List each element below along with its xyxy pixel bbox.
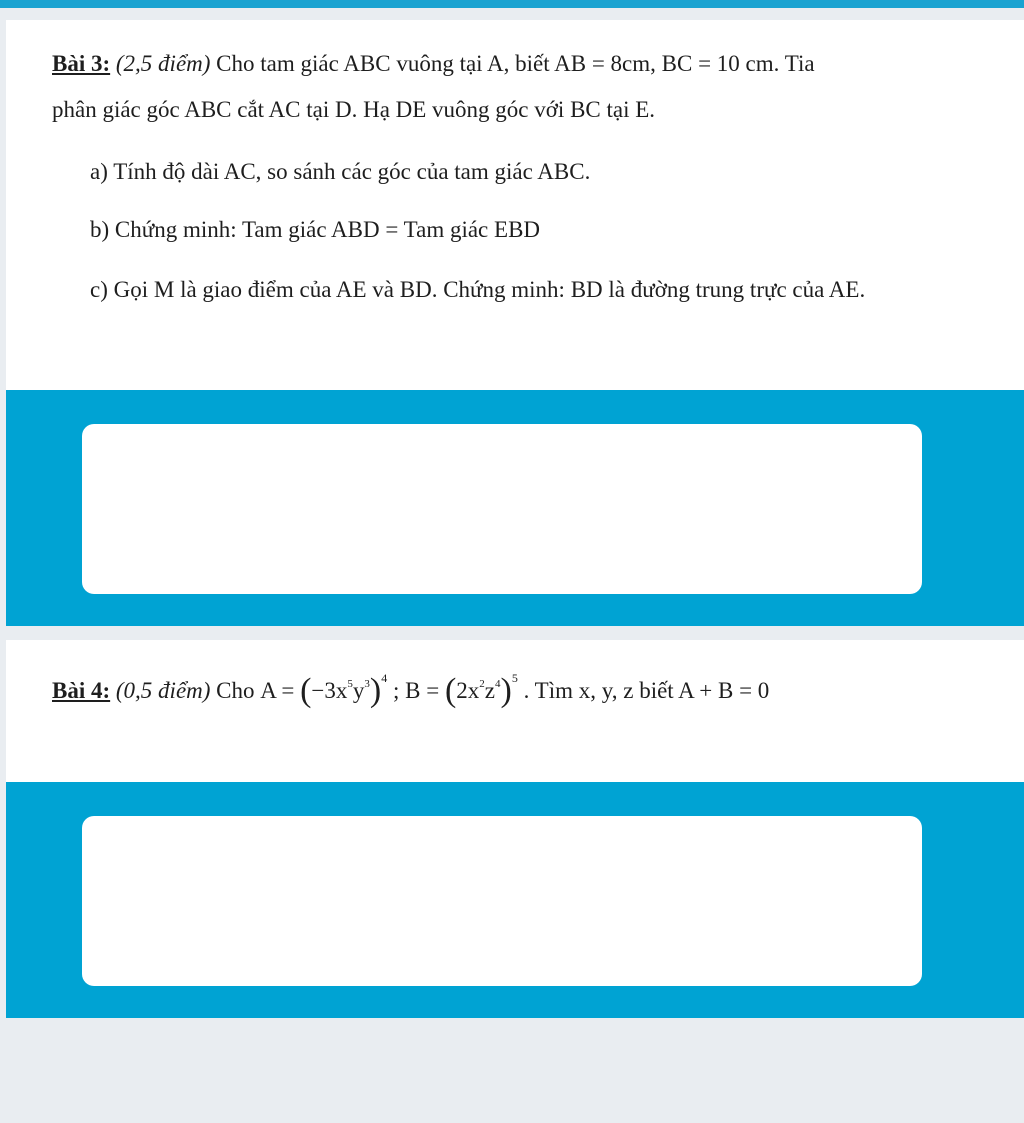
expr-b-close-paren: ) bbox=[500, 672, 512, 709]
top-accent-strip bbox=[0, 0, 1024, 8]
expr-b-open-paren: ( bbox=[444, 672, 457, 709]
question-card-bai4 bbox=[6, 640, 1024, 782]
top-gap bbox=[0, 8, 1024, 20]
expr-a-open-paren: ( bbox=[300, 672, 312, 709]
expr-a-base: −3x bbox=[311, 678, 348, 703]
bai4-title: Bài 4: bbox=[52, 678, 111, 703]
expr-a-lhs: A bbox=[260, 678, 276, 703]
expr-a-equals: = bbox=[281, 678, 295, 703]
expr-b-z: z bbox=[484, 678, 495, 703]
expr-b-x-exponent: 2 bbox=[479, 678, 485, 690]
bai3-line1-text: Cho tam giác ABC vuông tại A, biết AB = 8cm, BC = 10 cm. Tia bbox=[216, 51, 815, 76]
answer-input-box-bai4[interactable] bbox=[82, 816, 922, 986]
bai3-part-c: c) Gọi M là giao điểm của AE và BD. Chứng minh: BD là đường trung trực của AE. bbox=[90, 277, 866, 302]
expr-b-z-exponent: 4 bbox=[495, 678, 501, 690]
expr-b-base: 2x bbox=[456, 678, 480, 703]
answer-band-bai4 bbox=[6, 782, 1024, 1018]
bai3-part-a: a) Tính độ dài AC, so sánh các góc của tam giác ABC. bbox=[90, 159, 591, 184]
expression-a bbox=[260, 671, 393, 709]
question-card-bai3 bbox=[6, 20, 1024, 390]
bai3-line-1 bbox=[52, 52, 815, 75]
expr-a-y: y bbox=[352, 678, 365, 703]
expression-b bbox=[405, 671, 523, 709]
bai4-line bbox=[52, 671, 770, 709]
bai4-intro: Cho bbox=[216, 678, 255, 703]
bai3-points: (2,5 điểm) bbox=[115, 51, 211, 76]
expr-b-equals: = bbox=[426, 678, 440, 703]
expr-a-outer-exponent: 4 bbox=[381, 671, 388, 685]
expr-a-x-exponent: 5 bbox=[347, 678, 353, 690]
bai4-points: (0,5 điểm) bbox=[115, 678, 211, 703]
bai4-tail: . Tìm x, y, z biết A + B = 0 bbox=[523, 678, 770, 703]
bai3-title: Bài 3: bbox=[52, 51, 111, 76]
expr-separator: ; bbox=[392, 678, 400, 703]
expr-b-outer-exponent: 5 bbox=[511, 671, 518, 685]
answer-input-box-bai3[interactable] bbox=[82, 424, 922, 594]
answer-band-bai3 bbox=[6, 390, 1024, 626]
expr-a-close-paren: ) bbox=[369, 672, 382, 709]
bai3-line-2: phân giác góc ABC cắt AC tại D. Hạ DE vuông góc với BC tại E. bbox=[52, 97, 656, 122]
expr-b-lhs: B bbox=[405, 678, 421, 703]
expr-a-y-exponent: 3 bbox=[364, 678, 370, 690]
bai3-part-b: b) Chứng minh: Tam giác ABD = Tam giác EBD bbox=[90, 217, 541, 242]
